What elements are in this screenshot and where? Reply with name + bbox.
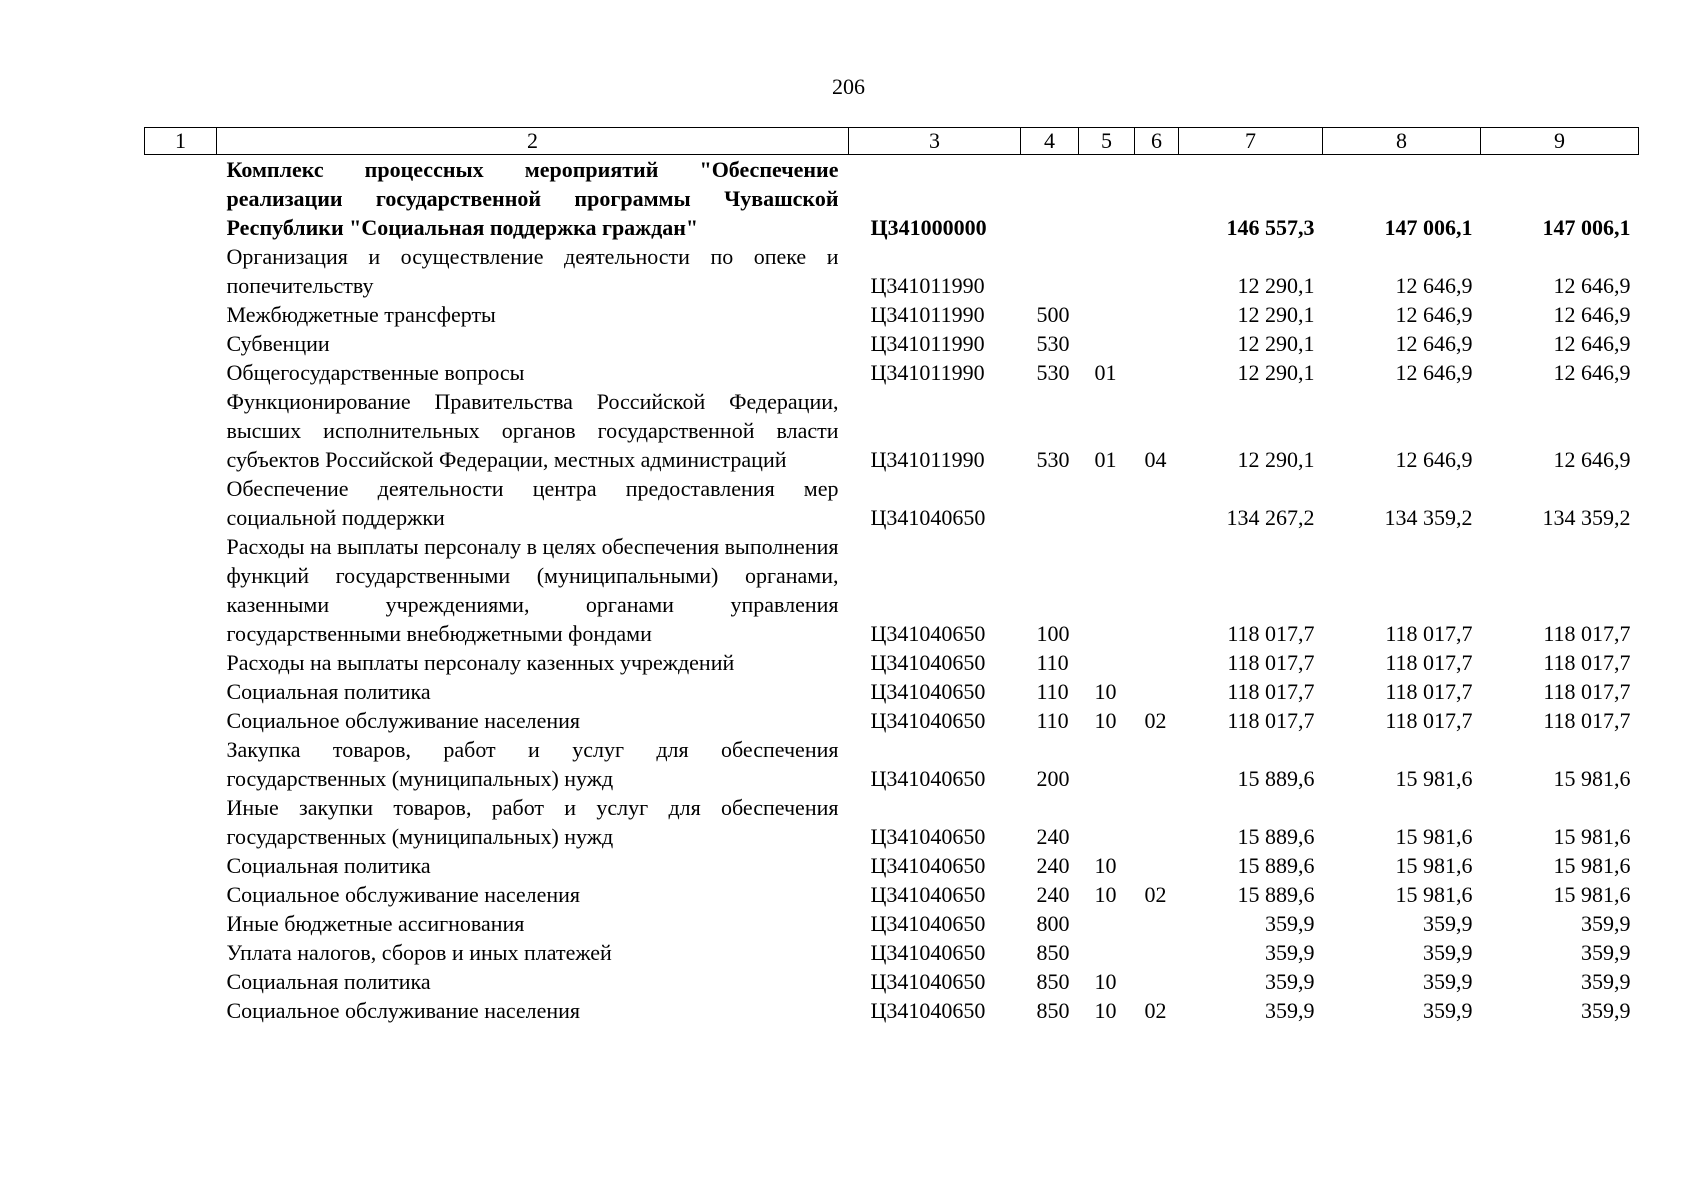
column-header: 8 — [1323, 128, 1481, 155]
row-section-cell: 10 — [1094, 882, 1117, 907]
column-header: 4 — [1021, 128, 1079, 155]
row-value-2023-cell: 134 267,2 — [1226, 505, 1315, 530]
row-section-cell: 10 — [1094, 679, 1117, 704]
row-index-cell — [145, 358, 217, 387]
row-expense-type-cell: 100 — [1036, 621, 1070, 646]
row-value-2025-cell: 359,9 — [1581, 911, 1631, 936]
row-value-2024-cell: 12 646,9 — [1395, 273, 1473, 298]
row-index-cell — [145, 851, 217, 880]
row-section-cell: 10 — [1094, 998, 1117, 1023]
row-expense-type-cell: 530 — [1036, 360, 1070, 385]
row-index-cell — [145, 793, 217, 851]
table-row — [145, 677, 1639, 706]
row-value-2024-cell: 12 646,9 — [1395, 447, 1473, 472]
row-value-2023-cell: 359,9 — [1265, 969, 1315, 994]
row-subsection-cell: 02 — [1144, 708, 1167, 733]
row-value-2025-cell: 15 981,6 — [1553, 882, 1631, 907]
table-row — [145, 387, 1639, 474]
row-subsection-cell — [1135, 474, 1179, 532]
row-expense-type-cell: 530 — [1036, 331, 1070, 356]
row-section-cell — [1079, 532, 1135, 648]
row-section-cell — [1079, 329, 1135, 358]
row-expense-type-cell: 110 — [1036, 679, 1069, 704]
row-value-2024-cell: 359,9 — [1423, 911, 1473, 936]
column-header: 5 — [1079, 128, 1135, 155]
row-value-2023-cell: 12 290,1 — [1237, 302, 1315, 327]
row-index-cell — [145, 706, 217, 735]
row-subsection-cell — [1135, 242, 1179, 300]
row-expense-type-cell: 850 — [1036, 940, 1070, 965]
row-section-cell: 01 — [1094, 360, 1117, 385]
row-code-cell: Ц341040650 — [870, 766, 986, 791]
row-index-cell — [145, 300, 217, 329]
row-expense-type-cell: 800 — [1036, 911, 1070, 936]
row-code-cell: Ц341040650 — [870, 621, 986, 646]
row-name-cell: Социальное обслуживание населения — [226, 998, 581, 1023]
row-value-2023-cell: 118 017,7 — [1227, 621, 1315, 646]
row-name-cell: Иные закупки товаров, работ и услуг для обеспечения государственных (муниципальных) нужд — [226, 795, 839, 849]
row-index-cell — [145, 387, 217, 474]
row-index-cell — [145, 909, 217, 938]
row-index-cell — [145, 967, 217, 996]
row-subsection-cell — [1135, 648, 1179, 677]
row-value-2025-cell: 118 017,7 — [1543, 708, 1631, 733]
row-name-cell: Расходы на выплаты персоналу казенных учреждений — [226, 650, 735, 675]
row-expense-type-cell: 850 — [1036, 998, 1070, 1023]
row-subsection-cell: 04 — [1144, 447, 1167, 472]
row-value-2025-cell: 118 017,7 — [1543, 679, 1631, 704]
row-name-cell: Функционирование Правительства Российской Федерации, высших исполнительных органов государственной власти субъектов Российской Федерации, местных администраций — [226, 389, 839, 472]
row-value-2023-cell: 118 017,7 — [1227, 708, 1315, 733]
row-value-2025-cell: 118 017,7 — [1543, 621, 1631, 646]
row-expense-type-cell: 240 — [1036, 853, 1070, 878]
row-subsection-cell — [1135, 967, 1179, 996]
table-row — [145, 938, 1639, 967]
table-body — [145, 155, 1639, 1026]
row-value-2024-cell: 12 646,9 — [1395, 331, 1473, 356]
row-value-2023-cell: 12 290,1 — [1237, 331, 1315, 356]
row-subsection-cell: 02 — [1144, 998, 1167, 1023]
row-code-cell: Ц341011990 — [870, 360, 985, 385]
table-row — [145, 474, 1639, 532]
row-name-cell: Обеспечение деятельности центра предоставления мер социальной поддержки — [226, 476, 839, 530]
row-value-2025-cell: 359,9 — [1581, 969, 1631, 994]
row-code-cell: Ц341040650 — [870, 505, 986, 530]
row-expense-type-cell: 530 — [1036, 447, 1070, 472]
row-subsection-cell — [1135, 155, 1179, 243]
row-index-cell — [145, 735, 217, 793]
row-expense-type-cell: 500 — [1036, 302, 1070, 327]
row-value-2025-cell: 12 646,9 — [1553, 447, 1631, 472]
table-row — [145, 329, 1639, 358]
table-header — [145, 128, 1639, 155]
row-name-cell: Социальная политика — [226, 969, 431, 994]
table-row — [145, 648, 1639, 677]
row-value-2023-cell: 359,9 — [1265, 911, 1315, 936]
table-row — [145, 909, 1639, 938]
row-code-cell: Ц341011990 — [870, 302, 985, 327]
row-section-cell: 10 — [1094, 853, 1117, 878]
row-value-2025-cell: 147 006,1 — [1542, 215, 1631, 240]
budget-table — [144, 127, 1639, 1025]
row-subsection-cell: 02 — [1144, 882, 1167, 907]
row-value-2023-cell: 359,9 — [1265, 940, 1315, 965]
row-expense-type-cell: 110 — [1036, 708, 1069, 733]
row-expense-type-cell: 240 — [1036, 824, 1070, 849]
table-row — [145, 532, 1639, 648]
row-code-cell: Ц341040650 — [870, 882, 986, 907]
row-value-2023-cell: 15 889,6 — [1237, 882, 1315, 907]
row-value-2024-cell: 12 646,9 — [1395, 302, 1473, 327]
table-row — [145, 967, 1639, 996]
header-row — [145, 128, 1639, 155]
row-subsection-cell — [1135, 793, 1179, 851]
row-section-cell — [1079, 938, 1135, 967]
table-row — [145, 155, 1639, 243]
row-value-2024-cell: 118 017,7 — [1385, 650, 1473, 675]
table-row — [145, 358, 1639, 387]
row-value-2024-cell: 359,9 — [1423, 940, 1473, 965]
row-value-2024-cell: 15 981,6 — [1395, 824, 1473, 849]
row-value-2025-cell: 12 646,9 — [1553, 360, 1631, 385]
table-row — [145, 996, 1639, 1025]
row-value-2023-cell: 12 290,1 — [1237, 273, 1315, 298]
row-index-cell — [145, 242, 217, 300]
row-value-2025-cell: 12 646,9 — [1553, 302, 1631, 327]
row-subsection-cell — [1135, 909, 1179, 938]
row-code-cell: Ц341040650 — [870, 911, 986, 936]
row-value-2025-cell: 12 646,9 — [1553, 273, 1631, 298]
table-row — [145, 706, 1639, 735]
row-index-cell — [145, 648, 217, 677]
row-value-2024-cell: 359,9 — [1423, 998, 1473, 1023]
row-name-cell: Межбюджетные трансферты — [226, 302, 496, 327]
row-index-cell — [145, 880, 217, 909]
row-section-cell: 10 — [1094, 708, 1117, 733]
row-index-cell — [145, 532, 217, 648]
row-index-cell — [145, 677, 217, 706]
row-code-cell: Ц341040650 — [870, 998, 986, 1023]
row-section-cell — [1079, 300, 1135, 329]
row-section-cell — [1079, 735, 1135, 793]
row-value-2024-cell: 12 646,9 — [1395, 360, 1473, 385]
row-section-cell — [1079, 909, 1135, 938]
row-code-cell: Ц341040650 — [870, 853, 986, 878]
row-section-cell: 10 — [1094, 969, 1117, 994]
row-code-cell: Ц341011990 — [870, 447, 985, 472]
row-subsection-cell — [1135, 358, 1179, 387]
row-name-cell: Иные бюджетные ассигнования — [226, 911, 525, 936]
row-name-cell: Социальное обслуживание населения — [226, 882, 581, 907]
row-value-2025-cell: 359,9 — [1581, 998, 1631, 1023]
row-code-cell: Ц341040650 — [870, 824, 986, 849]
row-subsection-cell — [1135, 735, 1179, 793]
row-section-cell: 01 — [1094, 447, 1117, 472]
row-expense-type-cell: 110 — [1036, 650, 1069, 675]
row-value-2025-cell: 134 359,2 — [1542, 505, 1631, 530]
row-expense-type-cell — [1021, 242, 1079, 300]
row-section-cell — [1079, 474, 1135, 532]
table-row — [145, 880, 1639, 909]
row-index-cell — [145, 996, 217, 1025]
row-code-cell: Ц341040650 — [870, 969, 986, 994]
row-value-2025-cell: 12 646,9 — [1553, 331, 1631, 356]
column-header: 3 — [849, 128, 1021, 155]
row-name-cell: Расходы на выплаты персоналу в целях обеспечения выполнения функций государственными (муниципальными) органами, казенными учреждениями, органами управления государственными внебюджетными фондами — [226, 534, 839, 646]
row-value-2025-cell: 359,9 — [1581, 940, 1631, 965]
row-subsection-cell — [1135, 532, 1179, 648]
row-value-2025-cell: 15 981,6 — [1553, 766, 1631, 791]
row-value-2023-cell: 15 889,6 — [1237, 766, 1315, 791]
row-value-2024-cell: 147 006,1 — [1384, 215, 1473, 240]
row-value-2023-cell: 118 017,7 — [1227, 650, 1315, 675]
row-value-2024-cell: 359,9 — [1423, 969, 1473, 994]
row-section-cell — [1079, 648, 1135, 677]
row-index-cell — [145, 155, 217, 243]
table-row — [145, 300, 1639, 329]
row-name-cell: Субвенции — [226, 331, 330, 356]
row-value-2024-cell: 134 359,2 — [1384, 505, 1473, 530]
row-value-2024-cell: 118 017,7 — [1385, 679, 1473, 704]
row-value-2024-cell: 15 981,6 — [1395, 882, 1473, 907]
row-section-cell — [1079, 155, 1135, 243]
table-row — [145, 242, 1639, 300]
row-section-cell — [1079, 793, 1135, 851]
column-header: 2 — [217, 128, 849, 155]
row-code-cell: Ц341011990 — [870, 273, 985, 298]
row-subsection-cell — [1135, 329, 1179, 358]
column-header: 6 — [1135, 128, 1179, 155]
row-value-2023-cell: 12 290,1 — [1237, 360, 1315, 385]
row-name-cell: Социальное обслуживание населения — [226, 708, 581, 733]
row-name-cell: Закупка товаров, работ и услуг для обеспечения государственных (муниципальных) нужд — [226, 737, 839, 791]
row-section-cell — [1079, 242, 1135, 300]
row-value-2025-cell: 118 017,7 — [1543, 650, 1631, 675]
table-row — [145, 793, 1639, 851]
column-header: 7 — [1179, 128, 1323, 155]
row-value-2024-cell: 118 017,7 — [1385, 708, 1473, 733]
row-value-2023-cell: 146 557,3 — [1226, 215, 1315, 240]
row-index-cell — [145, 474, 217, 532]
row-name-cell: Социальная политика — [226, 679, 431, 704]
column-header: 9 — [1481, 128, 1639, 155]
row-expense-type-cell — [1021, 474, 1079, 532]
row-index-cell — [145, 329, 217, 358]
row-value-2023-cell: 359,9 — [1265, 998, 1315, 1023]
row-value-2024-cell: 15 981,6 — [1395, 766, 1473, 791]
row-index-cell — [145, 938, 217, 967]
row-expense-type-cell — [1021, 155, 1079, 243]
page-number: 206 — [832, 74, 865, 99]
row-subsection-cell — [1135, 677, 1179, 706]
row-expense-type-cell: 850 — [1036, 969, 1070, 994]
row-value-2025-cell: 15 981,6 — [1553, 853, 1631, 878]
row-subsection-cell — [1135, 851, 1179, 880]
row-value-2025-cell: 15 981,6 — [1553, 824, 1631, 849]
table-row — [145, 735, 1639, 793]
row-code-cell: Ц341040650 — [870, 650, 986, 675]
column-header: 1 — [145, 128, 217, 155]
row-name-cell: Уплата налогов, сборов и иных платежей — [226, 940, 612, 965]
table-row — [145, 851, 1639, 880]
row-value-2023-cell: 15 889,6 — [1237, 853, 1315, 878]
row-name-cell: Социальная политика — [226, 853, 431, 878]
row-value-2024-cell: 15 981,6 — [1395, 853, 1473, 878]
row-value-2024-cell: 118 017,7 — [1385, 621, 1473, 646]
row-value-2023-cell: 12 290,1 — [1237, 447, 1315, 472]
row-code-cell: Ц341000000 — [870, 215, 987, 240]
row-code-cell: Ц341040650 — [870, 679, 986, 704]
row-value-2023-cell: 15 889,6 — [1237, 824, 1315, 849]
row-code-cell: Ц341011990 — [870, 331, 985, 356]
row-expense-type-cell: 200 — [1036, 766, 1070, 791]
row-name-cell: Комплекс процессных мероприятий "Обеспечение реализации государственной программы Чувашской Республики "Социальная поддержка граждан" — [226, 157, 839, 240]
row-value-2023-cell: 118 017,7 — [1227, 679, 1315, 704]
row-expense-type-cell: 240 — [1036, 882, 1070, 907]
row-subsection-cell — [1135, 300, 1179, 329]
row-code-cell: Ц341040650 — [870, 940, 986, 965]
row-name-cell: Общегосударственные вопросы — [226, 360, 525, 385]
row-code-cell: Ц341040650 — [870, 708, 986, 733]
row-name-cell: Организация и осуществление деятельности по опеке и попечительству — [226, 244, 839, 298]
row-subsection-cell — [1135, 938, 1179, 967]
